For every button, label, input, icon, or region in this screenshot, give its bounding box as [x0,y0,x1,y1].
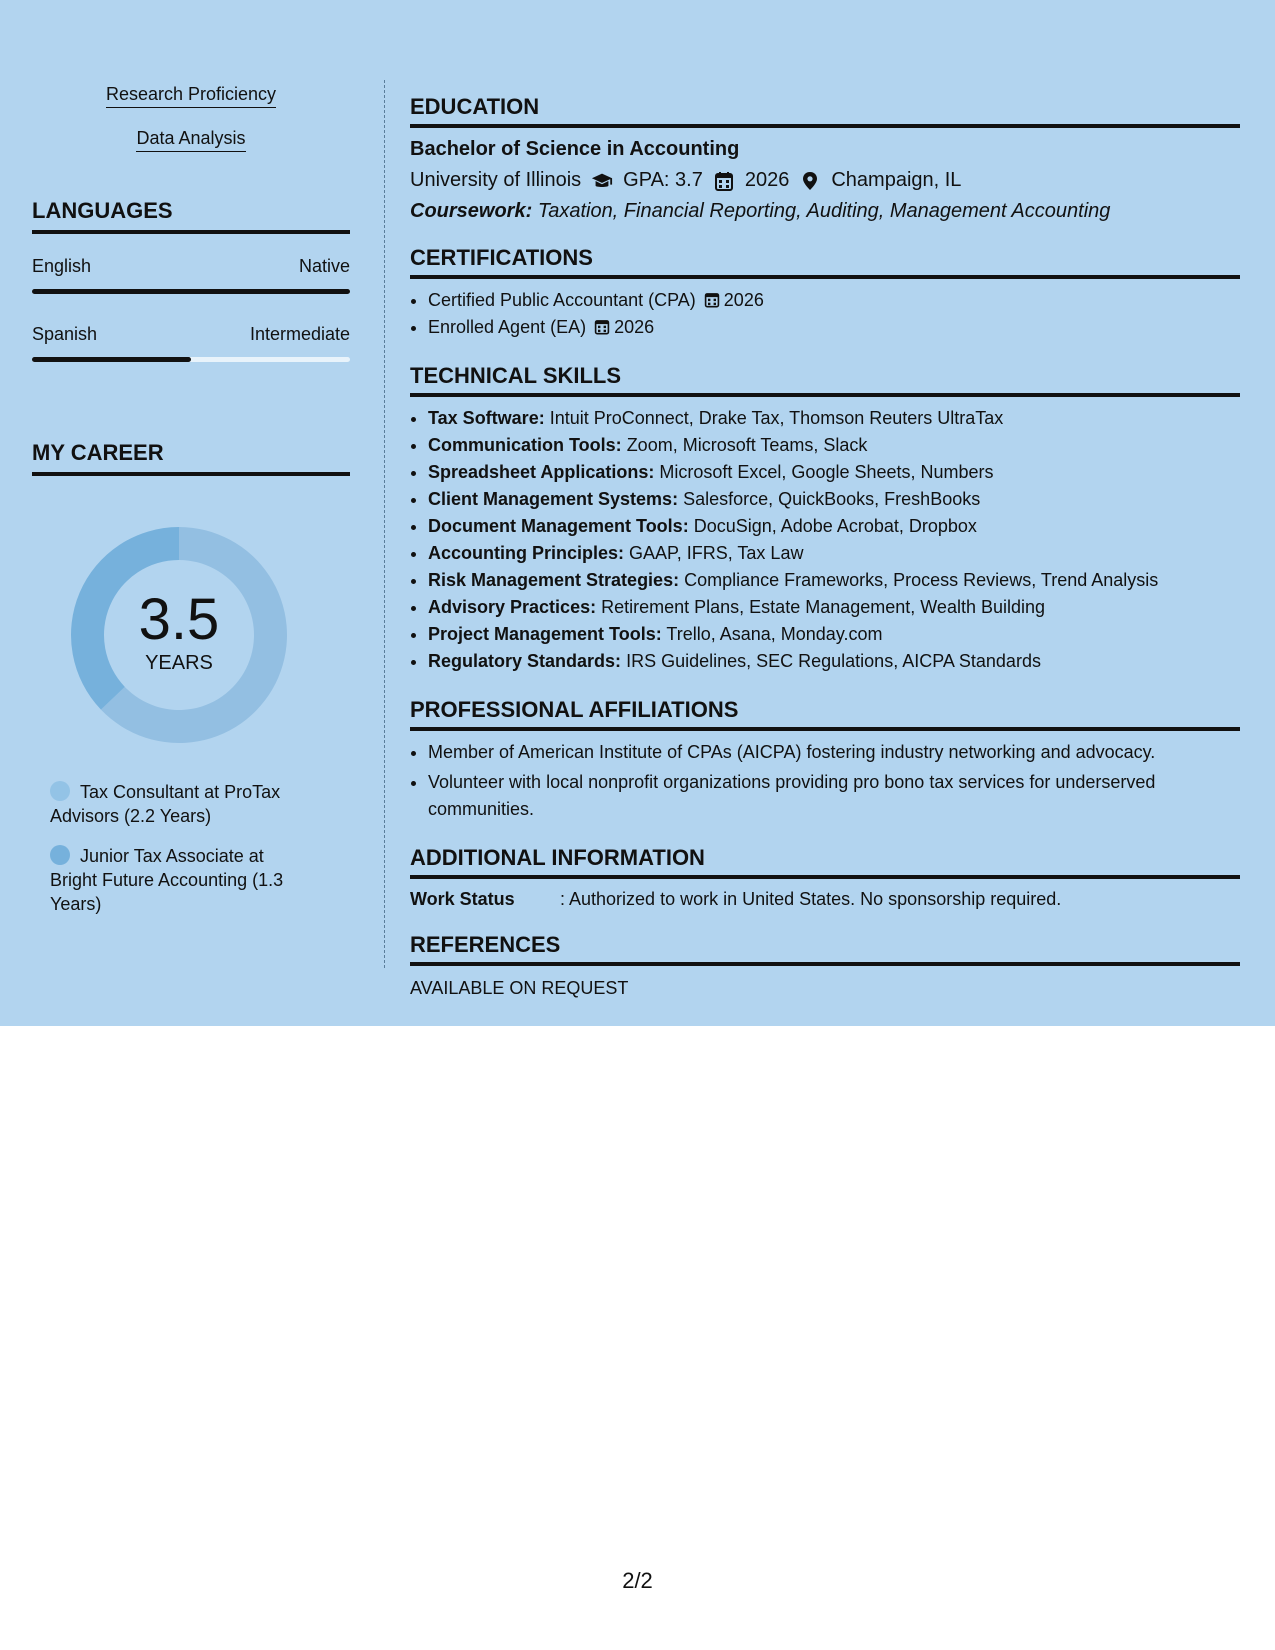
donut-center [64,587,294,675]
cert-name: Certified Public Accountant (CPA) [428,290,696,310]
affiliations-section [410,697,1240,823]
technical-skills-section [410,363,1240,675]
right-column [410,94,1240,999]
page-number: 2/2 [622,1568,653,1593]
skill-label: Client Management Systems: [428,489,679,509]
education-location: Champaign, IL [831,169,962,191]
list-item [428,405,1240,432]
skill-value: Zoom, Microsoft Teams, Slack [626,435,868,455]
legend-dot [50,781,70,801]
calendar-icon [704,289,720,306]
skill-value: Intuit ProConnect, Drake Tax, Thomson Reuters UltraTax [549,408,1004,428]
language-bar [32,357,350,362]
skill-value: Compliance Frameworks, Process Reviews, Trend Analysis [684,570,1159,590]
list-item [428,459,1240,486]
education-meta [410,169,1240,192]
skill-data-analysis: Data Analysis [136,128,245,152]
list-item: • Volunteer with local nonprofit organizations providing pro bono tax services for underserved communities. [428,769,1240,823]
language-level: Intermediate [249,324,350,344]
career-donut-chart [64,520,294,750]
legend-label: Junior Tax Associate at Bright Future Accounting (1.3 Years) [50,846,284,914]
education-coursework [410,200,1240,223]
skill-label: Tax Software: [428,408,545,428]
education-title: EDUCATION [410,94,1240,128]
left-column [32,84,350,932]
calendar-icon [594,316,610,333]
list-item [428,513,1240,540]
skill-value: Retirement Plans, Estate Management, Wealth Building [601,597,1046,617]
career-title: MY CAREER [32,440,350,476]
career-legend [32,780,350,916]
column-divider [384,80,385,968]
technical-skills-title: TECHNICAL SKILLS [410,363,1240,397]
references-text: AVAILABLE ON REQUEST [410,978,629,998]
skill-label: Risk Management Strategies: [428,570,680,590]
skill-value: Microsoft Excel, Google Sheets, Numbers [659,462,994,482]
education-degree: Bachelor of Science in Accounting [410,138,740,160]
cert-name: Enrolled Agent (EA) [428,317,587,337]
skill-label: Project Management Tools: [428,624,662,644]
education-gpa: GPA: 3.7 [623,169,703,191]
calendar-icon [713,171,735,191]
coursework-value: Taxation, Financial Reporting, Auditing, Management Accounting [537,200,1111,222]
certifications-title: CERTIFICATIONS [410,245,1240,279]
affiliations-list [410,739,1240,823]
list-item: • Member of American Institute of CPAs (AICPA) fostering industry networking and advocacy. [428,739,1240,766]
affiliations-title: PROFESSIONAL AFFILIATIONS [410,697,1240,731]
skill-label: Spreadsheet Applications: [428,462,655,482]
work-status-value: : Authorized to work in United States. No sponsorship required. [560,889,1062,909]
certifications-section [410,245,1240,341]
skill-value: Trello, Asana, Monday.com [666,624,883,644]
skill-value: IRS Guidelines, SEC Regulations, AICPA Standards [626,651,1041,671]
location-pin-icon [799,171,821,191]
skill-label: Accounting Principles: [428,543,625,563]
list-item [428,648,1240,675]
languages-title: LANGUAGES [32,198,350,234]
skill-value: DocuSign, Adobe Acrobat, Dropbox [693,516,977,536]
language-bar [32,289,350,294]
language-name: English [32,256,92,276]
education-year: 2026 [744,169,790,191]
list-item [428,486,1240,513]
legend-item [50,844,310,916]
cert-year: 2026 [723,290,764,310]
technical-skills-list [410,405,1240,675]
list-item [428,314,1240,341]
skill-label: Advisory Practices: [428,597,597,617]
career-total: 3.5 [138,587,220,652]
work-status-row [410,889,1240,910]
legend-dot [50,845,70,865]
language-item [32,256,350,294]
references-section [410,932,1240,999]
certifications-list [410,287,1240,341]
legend-item [50,780,310,828]
language-bar-fill [32,357,191,362]
list-item [428,287,1240,314]
additional-info-section [410,845,1240,910]
coursework-label: Coursework: [410,200,533,222]
legend-label: Tax Consultant at ProTax Advisors (2.2 Years) [50,782,281,826]
education-school: University of Illinois [410,169,582,191]
cert-year: 2026 [614,317,655,337]
list-item [428,621,1240,648]
list-item [428,432,1240,459]
language-level: Native [298,256,350,276]
skill-label: Document Management Tools: [428,516,689,536]
graduation-cap-icon [591,171,613,191]
career-unit: YEARS [145,652,213,674]
skill-value: GAAP, IFRS, Tax Law [629,543,804,563]
language-item [32,324,350,362]
skill-label: Regulatory Standards: [428,651,622,671]
language-bar-fill [32,289,350,294]
list-item [428,567,1240,594]
skill-research-proficiency: Research Proficiency [106,84,276,108]
skill-label: Communication Tools: [428,435,622,455]
skill-value: Salesforce, QuickBooks, FreshBooks [683,489,981,509]
list-item [428,594,1240,621]
additional-info-title: ADDITIONAL INFORMATION [410,845,1240,879]
language-name: Spanish [32,324,98,344]
work-status-label: Work Status [410,889,515,909]
list-item [428,540,1240,567]
references-title: REFERENCES [410,932,1240,966]
